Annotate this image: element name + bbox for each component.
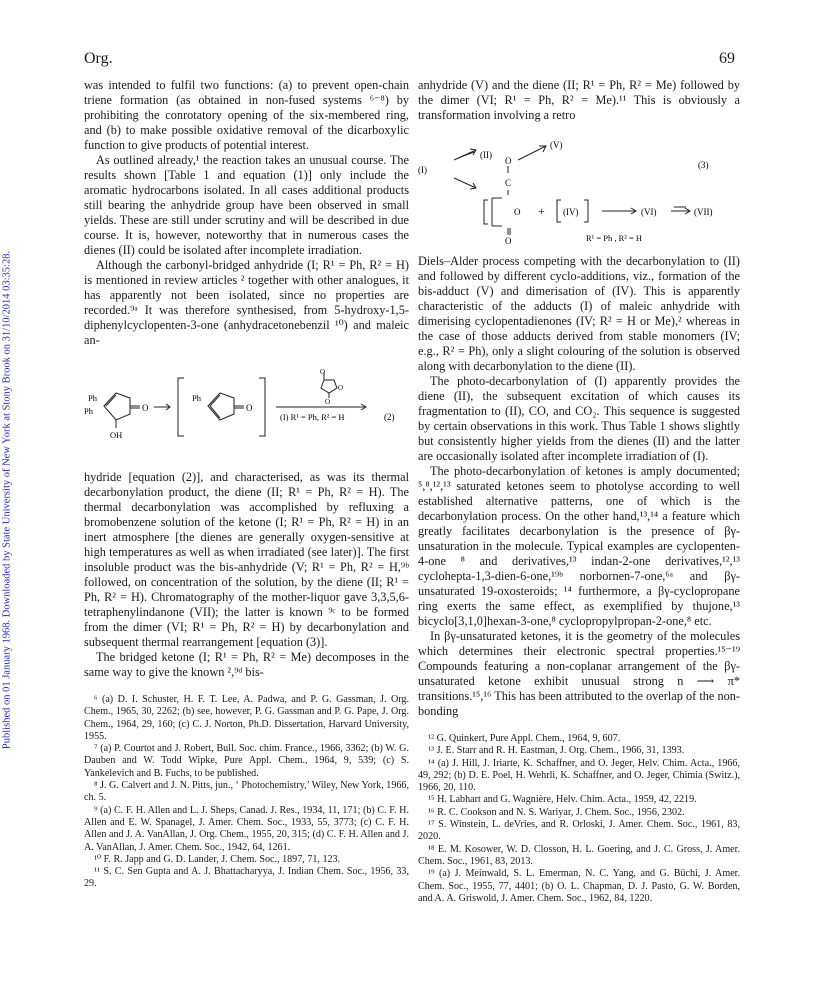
footnote: ¹¹ S. C. Sen Gupta and A. J. Bhattacharyya, J. Indian Chem. Soc., 1956, 33, 29. xyxy=(84,866,409,890)
footnote: ⁶ (a) D. I. Schuster, H. F. T. Lee, A. Padwa, and P. G. Gassman, J. Org. Chem., 1965, 30, 2262; (b) see, however, P. G. Gassman and P. G. Pape, J. Org. Chem., 1964, 29, 160; (c) C. J. Norton, Ph.D. Dissertation, Harvard University, 1955. xyxy=(84,694,409,742)
oxygen-label: O xyxy=(514,207,521,217)
compound-label: (I) xyxy=(418,165,427,175)
watermark-text: Published on 01 January 1968. Downloaded by State University of New York at Stony Brook on 31/10/2014 03:35:28. xyxy=(1,250,13,750)
footnotes-left xyxy=(84,694,409,891)
oxygen-label: O xyxy=(142,403,149,413)
oxygen-label: O xyxy=(246,403,253,413)
cyclopentadienone-ring xyxy=(208,393,234,420)
footnote: ¹⁹ (a) J. Meinwald, S. L. Emerman, N. C. Yang, and G. Büchi, J. Amer. Chem. Soc., 1955, 77, 4401; (b) O. L. Chapman, D. J. Pasto, G. W. Borden, and A. A. Griswold, J. Amer. Chem. Soc., 1962, 84, 1220. xyxy=(418,868,740,904)
compound-label: (V) xyxy=(550,140,563,150)
right-column xyxy=(418,78,740,905)
equation-2-scheme xyxy=(84,368,409,448)
paragraph: As outlined already,¹ the reaction takes an unusual course. The results shown [Table 1 and equation (1)] only include the aromatic hydrocarbons isolated. In all cases additional products still bearing the anhydride group have been observed in small yields. These are still under scrutiny and will be described in due course. It is, however, noteworthy that in numerous cases the dienes (II) could be isolated after incomplete irradiation. xyxy=(84,153,409,257)
footnote: ¹⁰ F. R. Japp and G. D. Lander, J. Chem. Soc., 1897, 71, 123. xyxy=(94,853,341,865)
footnote: ¹² G. Quinkert, Pure Appl. Chem., 1964, 9, 607. xyxy=(428,733,621,744)
oxygen-label: O xyxy=(505,236,512,246)
footnote: ¹⁵ H. Labhart and G. Wagnière, Helv. Chim. Acta., 1959, 42, 2219. xyxy=(428,794,697,806)
equation-2 xyxy=(84,368,409,448)
footnote: ⁹ (a) C. F. H. Allen and L. J. Sheps, Canad. J. Res., 1934, 11, 171; (b) C. F. H. Allen and E. W. Spanagel, J. Amer. Chem. Soc., 1933, 55, 3773; (c) C. F. H. Allen and J. A. VanAllan, J. Org. Chem., 1955, 20, 315; (d) C. F. H. Allen and J. A. VanAllan, J. Amer. Chem. Soc., 1942, 64, 1261. xyxy=(84,804,409,853)
compound-label: (VI) xyxy=(641,207,657,217)
cyclopentenone-ring xyxy=(104,393,130,420)
footnote: ⁸ J. G. Calvert and J. N. Pitts, jun., ‘ Photochemistry,’ Wiley, New York, 1966, ch. 5. xyxy=(84,780,409,804)
footnote: ⁷ (a) P. Courtot and J. Robert, Bull. Soc. chim. France., 1966, 3362; (b) W. G. Dauben and W. Todd Wipke, Pure Appl. Chem., 1964, 9, 539; (c) S. Yankelevich and B. Fuchs, to be published. xyxy=(84,743,409,779)
paragraph: Although the carbonyl-bridged anhydride (I; R¹ = Ph, R² = H) is mentioned in review articles ² together with other analogues, it has apparently not been isolated, since no properties are recorded.⁹ᵃ It was therefore synthesised, from 5-hydroxy-1,5-diphenylcyclopenten-3-one (anhydracetonebenzil ¹⁰) and maleic an- xyxy=(84,258,409,347)
paragraph: The bridged ketone (I; R¹ = Ph, R² = Me) decomposes in the same way to give the known ²,⁹ᵈ bis- xyxy=(84,650,409,679)
paragraph: was intended to fulfil two functions: (a) to prevent open-chain triene formation (as obtained in non-fused systems ⁶⁻⁸) by prohibiting the conrotatory opening of the six-membered ring, and (b) to make possible oxidative removal of the dicarboxylic function to give products of potential interest. xyxy=(84,78,409,152)
oxygen-label: O xyxy=(320,368,326,376)
footnote: ¹⁴ (a) J. Hill, J. Iriarte, K. Schaffner, and O. Jeger, Helv. Chim. Acta., 1966, 49, 292; (b) D. E. Poel, H. Wehrli, K. Schaffner, and O. Jeger, Chimia (Switz.), 1966, 20, 110. xyxy=(418,757,740,794)
phenyl-label: Ph xyxy=(88,393,97,403)
paragraph: The photo-decarbonylation of ketones is amply documented; ⁵,⁸,¹²,¹³ saturated ketones seem to photolyse according to well established alternative patterns, one of which is the decarbonylation process. On the other hand,¹³,¹⁴ a feature which greatly facilitates decarbonylation is the presence of βγ-unsaturation in the molecule. Typical examples are cyclopenten-4-one ⁸ and derivatives,¹³ indan-2-one derivatives,¹²,¹³ cyclohepta-1,3-dien-6-one,¹⁹ᵇ norbornen-7-one,⁶ᵃ and βγ-unsaturated 19-oxosteroids; ¹⁴ furthermore, a βγ-cyclopropane ring exerts the same effect, as exemplified by thujone,¹³ bicyclo[3,1,0]hexan-3-one,⁸ cyclopropylpropan-2-one,⁸ etc. xyxy=(418,464,740,628)
paragraph: hydride [equation (2)], and characterised, as was its thermal decarbonylation product, the diene (II; R¹ = Ph, R² = H). The thermal decarbonylation was accomplished by refluxing a bromobenzene solution of the ketone (I; R¹ = Ph, R² = H) in an inert atmosphere [the dienes are generally oxygen-sensitive at high temperatures as well as when irradiated (see later)]. The first insoluble product was the bis-anhydride (V; R¹ = Ph, R² = H,⁹ᵇ followed, on concentration of the solution, by the diene (II; R¹ = Ph, R² = H). Chromatography of the mother-liquor gave 3,3,5,6-tetraphenylindanone (VII); the latter is known ⁹ᶜ to be formed from the dimer (VI; R¹ = Ph, R² = H) by decarbonylation and subsequent thermal rearrangement [equation (3)]. xyxy=(84,470,409,649)
equation-number: (2) xyxy=(384,412,395,422)
footnote: ¹³ J. E. Starr and R. H. Eastman, J. Org. Chem., 1966, 31, 1393. xyxy=(428,745,685,757)
carbon-label: C xyxy=(505,178,512,188)
equation-3 xyxy=(418,128,740,246)
plus-sign: + xyxy=(538,204,545,218)
paragraph: Diels–Alder process competing with the decarbonylation to (II) and followed by different cyclo-additions, viz., formation of the bis-adduct (V) and dimerisation of (IV). This is apparently characteristic of the adducts (I) of maleic anhydride with dimerising cyclopentadienones (IV; R² = H or Me),² whereas in the case of those adducts derived from stable monomers (IV; e.g., R² = Ph), only a slight colouring of the solution is observed along with decarbonylation to the diene (II). xyxy=(418,254,740,373)
compound-label: (II) xyxy=(480,150,492,160)
equation-2-product: (I) R¹ = Ph, R² = H xyxy=(280,412,345,422)
paragraph: In βγ-unsaturated ketones, it is the geometry of the molecules which determines their electronic spectral properties.¹⁵⁻¹⁹ Compounds featuring a non-coplanar arrangement of the βγ-unsaturated ketone exhibit unusual strong n ⟶ π* transitions.¹⁵,¹⁶ This has been attributed to the overlap of the non-bonding xyxy=(418,629,740,718)
equation-3-scheme xyxy=(418,128,740,246)
paragraph: The photo-decarbonylation of (I) apparently provides the diene (II), the subsequent excitation of which causes its fragmentation to (II), CO, and CO₂. This sequence is suggested by certain observations in this work. Thus Table 1 shows slightly but consistently higher yields from the dienes (II) and the latter are occasionally isolated after incomplete irradiation of (I). xyxy=(418,374,740,463)
footnote: ¹⁶ R. C. Cookson and N. S. Wariyar, J. Chem. Soc., 1956, 2302. xyxy=(428,806,685,818)
compound-label: (IV) xyxy=(563,207,579,217)
oxygen-label: O xyxy=(505,156,512,166)
oxygen-label: O xyxy=(338,384,344,392)
page-number: 69 xyxy=(719,50,735,67)
footnote: ¹⁷ S. Winstein, L. deVries, and R. Orloski, J. Amer. Chem. Soc., 1961, 83, 2020. xyxy=(418,819,740,843)
oxygen-label: O xyxy=(325,398,331,406)
equation-number: (3) xyxy=(698,160,709,170)
phenyl-label: Ph xyxy=(192,393,201,403)
maleic-anhydride-ring xyxy=(321,380,337,393)
left-column xyxy=(84,78,409,891)
footnotes-right xyxy=(418,733,740,905)
download-watermark xyxy=(0,120,18,880)
hydroxy-label: OH xyxy=(110,430,123,440)
footnote: ¹⁸ E. M. Kosower, W. D. Closson, H. L. Goering, and J. C. Gross, J. Amer. Chem. Soc., 1961, 83, 2013. xyxy=(418,843,740,867)
phenyl-label: Ph xyxy=(84,406,93,416)
paragraph: anhydride (V) and the diene (II; R¹ = Ph, R² = Me) followed by the dimer (VI; R¹ = Ph, R² = Me).¹¹ This is obviously a transformation involving a retro xyxy=(418,78,740,122)
substituent-label: R¹ = Ph , R² = H xyxy=(586,233,643,243)
compound-label: (VII) xyxy=(694,207,713,217)
running-header: Org. xyxy=(84,50,113,67)
